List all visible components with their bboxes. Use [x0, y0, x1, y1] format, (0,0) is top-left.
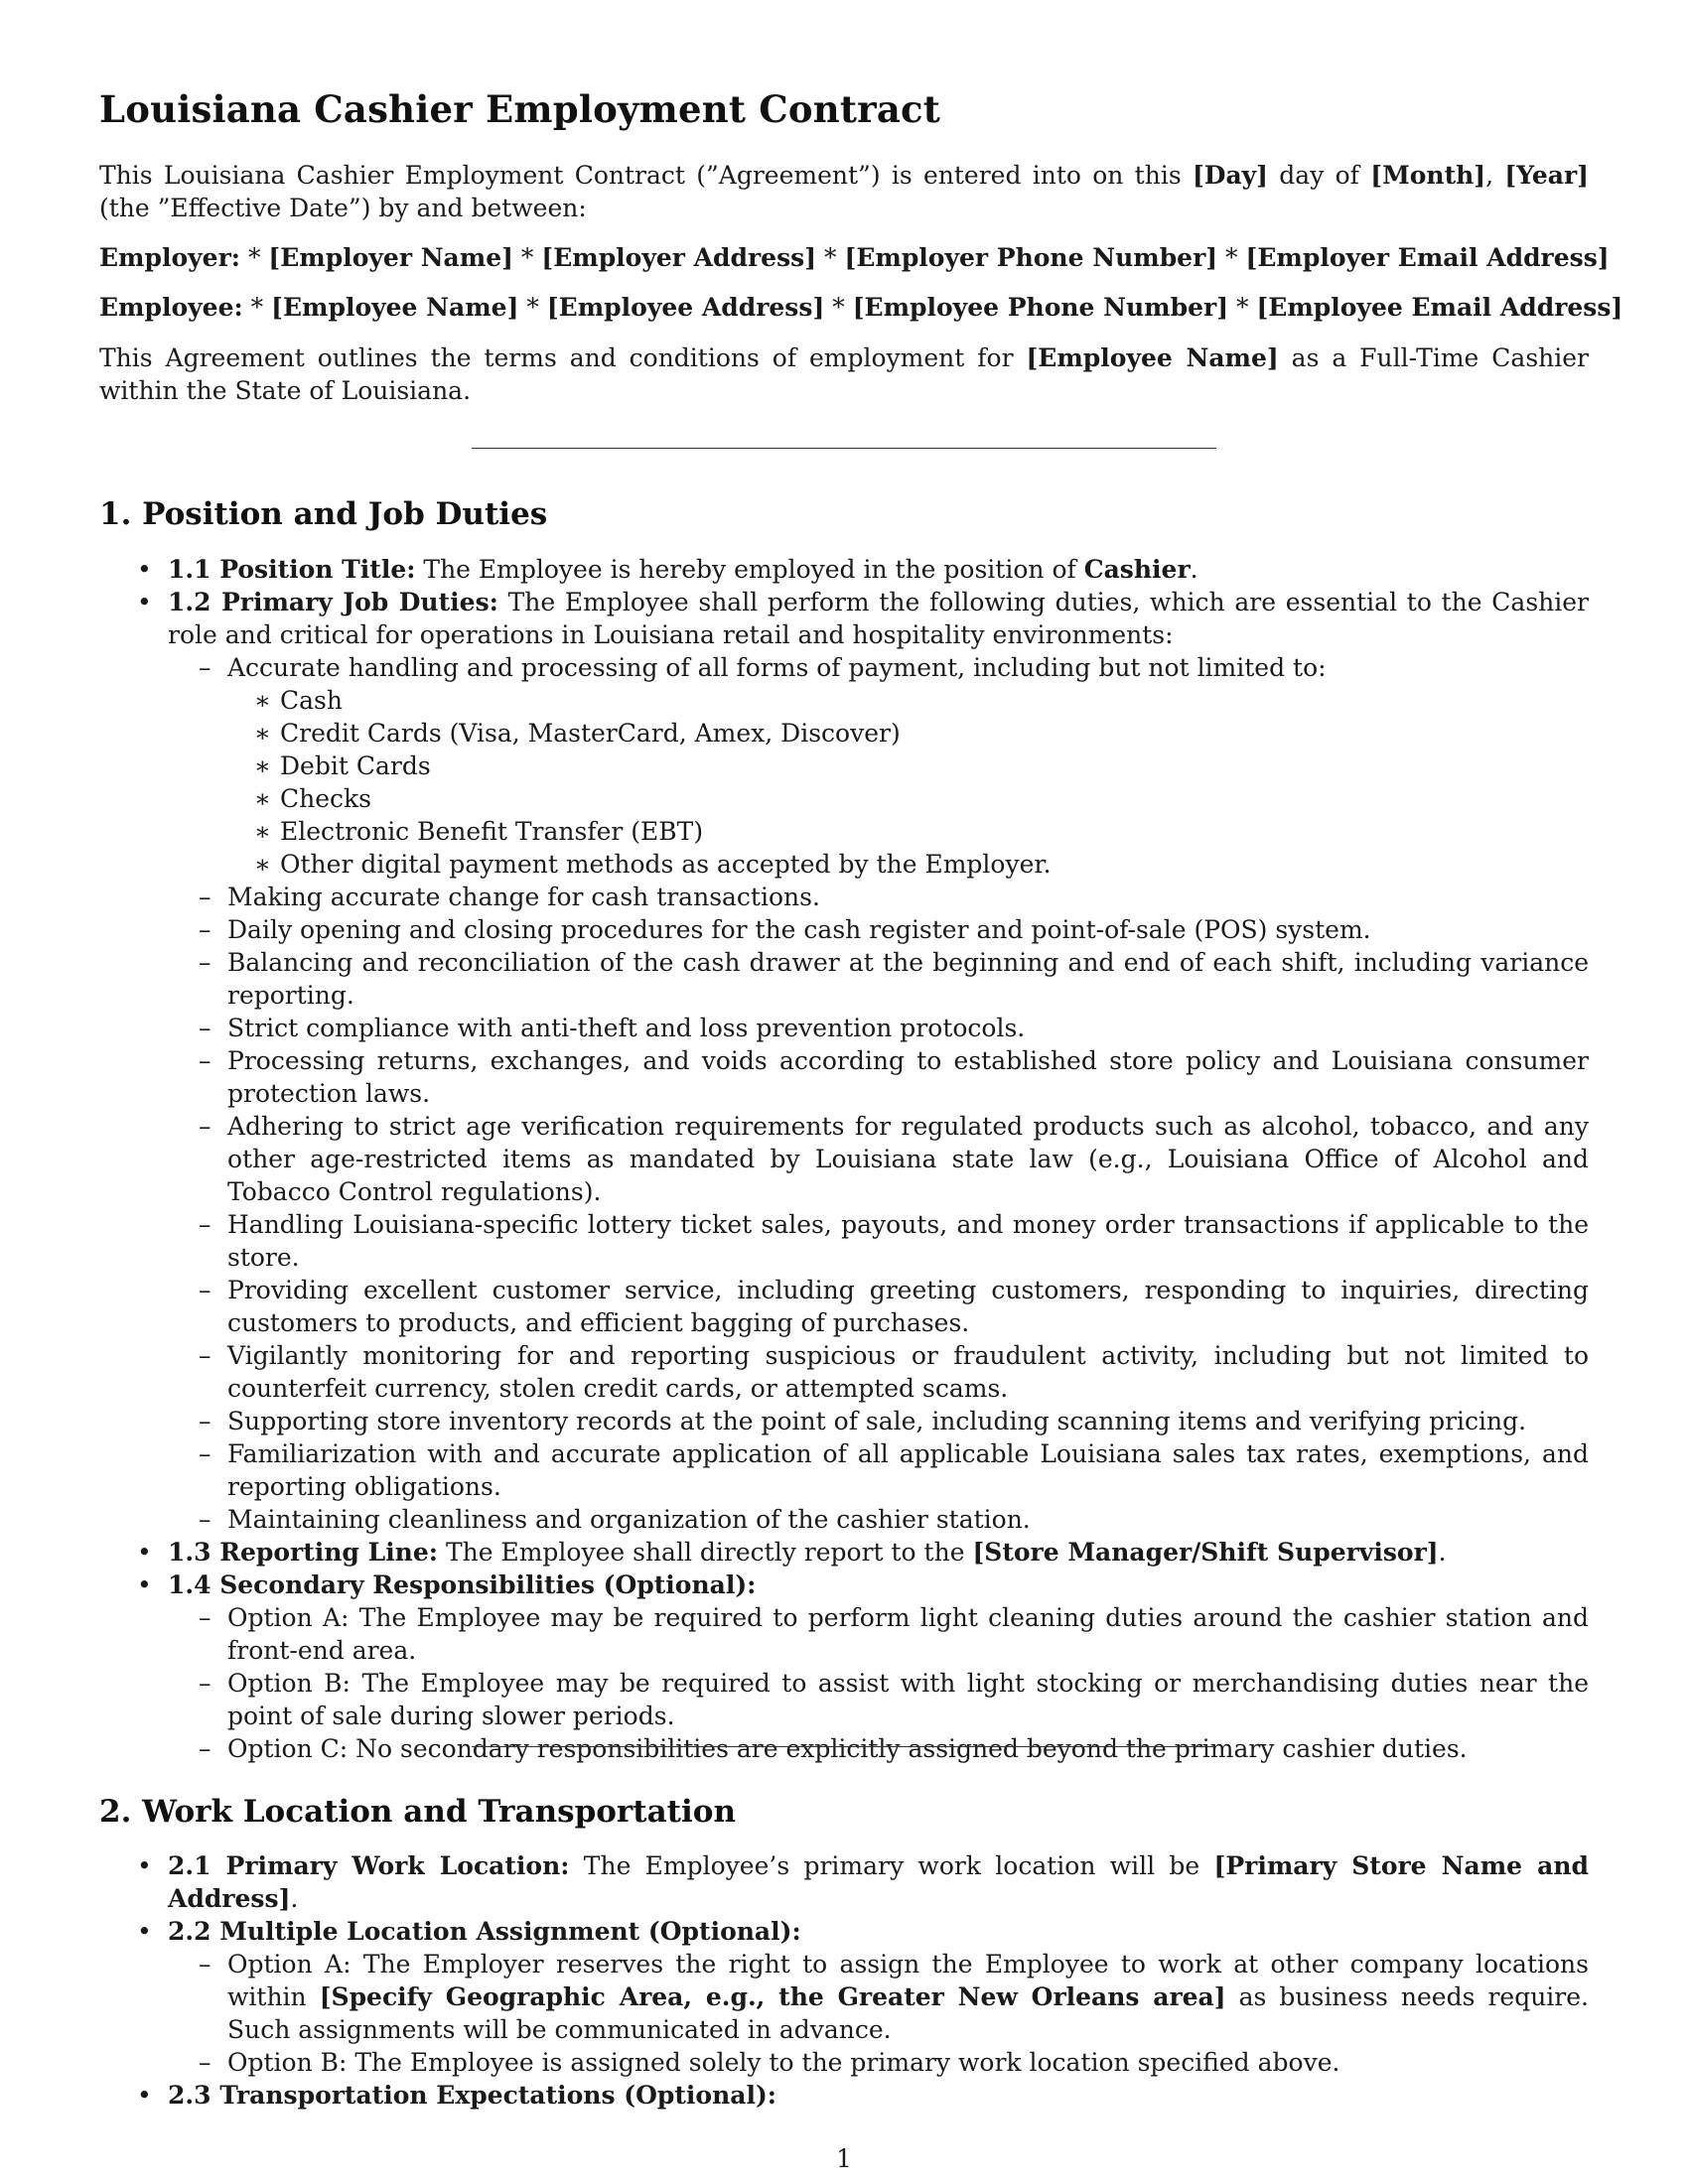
- duty-item: – Providing excellent customer service, including greeting customers, responding to inquiries, directing customers to products, and efficient bagging of purchases.: [99, 1274, 1589, 1339]
- page-number: 1: [836, 2144, 852, 2173]
- duty-payment-handling: – Accurate handling and processing of all forms of payment, including but not limited to:: [99, 651, 1589, 684]
- payment-method: ∗ Debit Cards: [99, 750, 1589, 782]
- month-placeholder: [Month]: [1370, 161, 1486, 190]
- duty-item: – Daily opening and closing procedures for the cash register and point-of-sale (POS) system.: [99, 913, 1589, 946]
- year-placeholder: [Year]: [1504, 161, 1589, 190]
- list-item-2-1: • 2.1 Primary Work Location: The Employee’s primary work location will be [Primary Store Name and Address].: [99, 1849, 1589, 1915]
- payment-method: ∗ Cash: [99, 684, 1589, 717]
- duty-item: – Maintaining cleanliness and organization of the cashier station.: [99, 1503, 1589, 1536]
- duty-item: – Vigilantly monitoring for and reporting suspicious or fraudulent activity, including but not limited to counterfeit currency, stolen credit cards, or attempted scams.: [99, 1339, 1589, 1405]
- duty-item: – Balancing and reconciliation of the cash drawer at the beginning and end of each shift, including variance reporting.: [99, 946, 1589, 1012]
- list-item-1-2: • 1.2 Primary Job Duties: The Employee shall perform the following duties, which are essential to the Cashier role and critical for operations in Louisiana retail and hospitality environments:: [99, 586, 1589, 651]
- section-1-heading: 1. Position and Job Duties: [99, 496, 548, 532]
- secondary-option: – Option B: The Employee may be required to assist with light stocking or merchandising duties near the point of sale during slower periods.: [99, 1667, 1589, 1732]
- duty-item: – Familiarization with and accurate application of all applicable Louisiana sales tax rates, exemptions, and reporting obligations.: [99, 1437, 1589, 1503]
- section-1-list: [99, 553, 1589, 1765]
- section-2-heading: 2. Work Location and Transportation: [99, 1794, 736, 1830]
- list-item-2-2: • 2.2 Multiple Location Assignment (Optional):: [99, 1915, 1589, 1948]
- list-item-1-4: • 1.4 Secondary Responsibilities (Optional):: [99, 1569, 1589, 1601]
- duty-item: – Adhering to strict age verification requirements for regulated products such as alcohol, tobacco, and any other age-restricted items as mandated by Louisiana state law (e.g., Louisiana Office of Alcohol and Tobacco Control regulations).: [99, 1110, 1589, 1208]
- intro-paragraph: This Louisiana Cashier Employment Contract (”Agreement”) is entered into on this [Day] day of [Month], [Year] (the ”Effective Date”) by and between:: [99, 161, 1589, 222]
- location-option-b: – Option B: The Employee is assigned solely to the primary work location specified above.: [99, 2046, 1589, 2079]
- payment-method: ∗ Credit Cards (Visa, MasterCard, Amex, Discover): [99, 717, 1589, 750]
- divider: [472, 448, 1216, 449]
- duty-item: – Handling Louisiana-specific lottery ticket sales, payouts, and money order transactions if applicable to the store.: [99, 1208, 1589, 1274]
- payment-method: ∗ Electronic Benefit Transfer (EBT): [99, 815, 1589, 848]
- list-item-2-3: • 2.3 Transportation Expectations (Optional):: [99, 2079, 1589, 2112]
- section-2-list: [99, 1849, 1589, 2112]
- payment-method: ∗ Checks: [99, 782, 1589, 815]
- divider: [472, 1746, 1216, 1747]
- document-page: [99, 0, 1623, 2184]
- payment-method: ∗ Other digital payment methods as accepted by the Employer.: [99, 848, 1589, 881]
- duty-item: – Processing returns, exchanges, and voids according to established store policy and Louisiana consumer protection laws.: [99, 1044, 1589, 1110]
- list-item-1-1: • 1.1 Position Title: The Employee is hereby employed in the position of Cashier.: [99, 553, 1589, 586]
- secondary-option: – Option C: No secondary responsibilities are explicitly assigned beyond the primary cashier duties.: [99, 1732, 1589, 1765]
- list-item-1-3: • 1.3 Reporting Line: The Employee shall directly report to the [Store Manager/Shift Supervisor].: [99, 1536, 1589, 1569]
- location-option-a: – Option A: The Employer reserves the right to assign the Employee to work at other company locations within [Specify Geographic Area, e.g., the Greater New Orleans area] as business needs require. Such assignments will be communicated in advance.: [99, 1948, 1589, 2046]
- duty-item: – Strict compliance with anti-theft and loss prevention protocols.: [99, 1012, 1589, 1044]
- employee-line: Employee: * [Employee Name] * [Employee Address] * [Employee Phone Number] * [Employee Email Address]: [99, 293, 1623, 322]
- secondary-option: – Option A: The Employee may be required to perform light cleaning duties around the cashier station and front-end area.: [99, 1601, 1589, 1667]
- purpose-paragraph: This Agreement outlines the terms and conditions of employment for [Employee Name] as a Full-Time Cashier within the State of Louisiana.: [99, 343, 1589, 405]
- duty-item: – Supporting store inventory records at the point of sale, including scanning items and verifying pricing.: [99, 1405, 1589, 1437]
- duty-item: – Making accurate change for cash transactions.: [99, 881, 1589, 913]
- document-title: Louisiana Cashier Employment Contract: [99, 87, 941, 131]
- day-placeholder: [Day]: [1192, 161, 1269, 190]
- employer-line: Employer: * [Employer Name] * [Employer Address] * [Employer Phone Number] * [Employer Email Address]: [99, 243, 1610, 272]
